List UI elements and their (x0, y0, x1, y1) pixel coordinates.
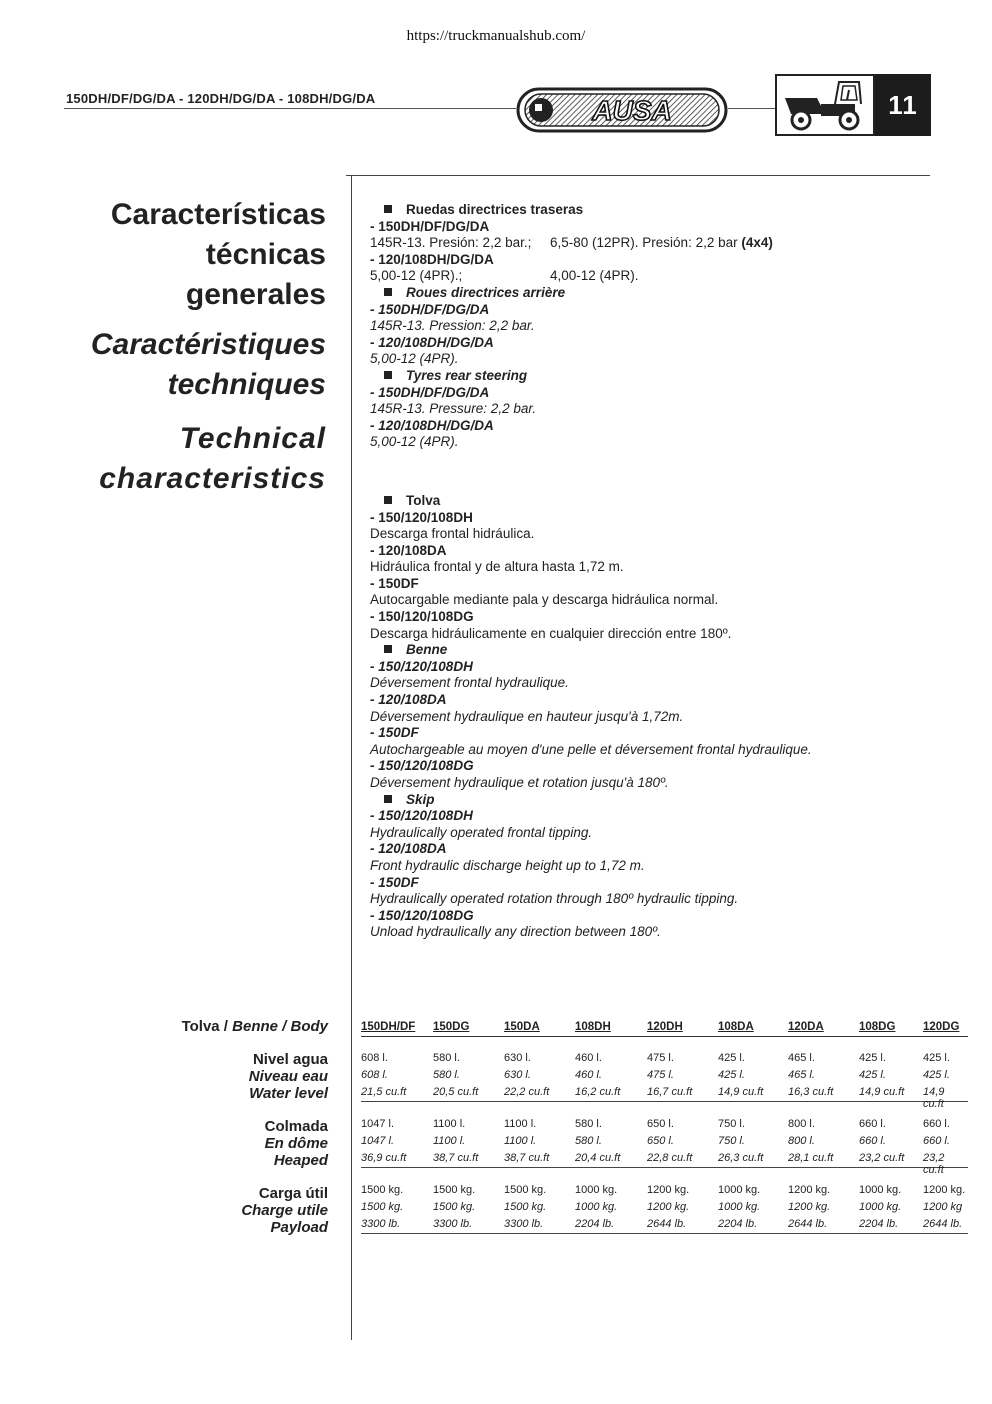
table-cell: 1200 kg. (647, 1184, 690, 1196)
table-row-group (361, 1116, 968, 1176)
table-cell: 1200 kg. (788, 1201, 831, 1213)
title-fr-2: techniques (167, 368, 326, 401)
table-cell: 580 l. (575, 1135, 602, 1147)
table-cell: 14,9 cu.ft (923, 1086, 945, 1110)
table-cell: 660 l. (859, 1135, 886, 1147)
model-label: - 150DH/DF/DG/DA (370, 218, 490, 234)
table-cell: 800 l. (788, 1135, 815, 1147)
table-cell: 580 l. (433, 1069, 460, 1081)
header-rule (728, 108, 776, 109)
table-cell: 465 l. (788, 1052, 815, 1064)
model-label: - 120/108DA (370, 542, 447, 558)
spec-value: Déversement hydraulique et rotation jusqu'à 180º. (370, 775, 669, 790)
model-label: - 150DH/DF/DG/DA (370, 384, 490, 400)
spec-value: Hydraulically operated rotation through 180º hydraulic tipping. (370, 891, 739, 907)
spec-value: Déversement frontal hydraulique. (370, 675, 569, 691)
table-cell: 580 l. (575, 1118, 602, 1130)
dumper-icon (775, 74, 875, 136)
model-label: - 150/120/108DG (370, 907, 474, 923)
brand-logo (515, 86, 729, 134)
title-en-2: characteristics (99, 462, 326, 495)
table-cell: 1500 kg. (504, 1201, 547, 1213)
table-cell: 14,9 cu.ft (859, 1086, 905, 1098)
title-es-1: Características (110, 198, 326, 231)
table-cell: 630 l. (504, 1069, 531, 1081)
table-row-group (361, 1050, 968, 1110)
spec-value: Hydraulically operated frontal tipping. (370, 824, 593, 840)
bullet-square-icon (384, 645, 392, 653)
title-es-3: generales (185, 278, 326, 311)
section-heading: Benne (370, 642, 930, 659)
table-column-header: 120DG (923, 1021, 960, 1033)
section-heading: Roues directrices arrière (370, 285, 930, 302)
table-cell: 460 l. (575, 1069, 602, 1081)
table-cell: 1200 kg. (923, 1184, 966, 1196)
model-label: - 120/108DA (370, 841, 447, 857)
table-cell: 2644 lb. (923, 1218, 963, 1230)
table-cell: 1500 kg. (504, 1184, 547, 1196)
model-label: - 150/120/108DH (370, 509, 473, 525)
table-cell: 425 l. (718, 1069, 745, 1081)
model-label: - 150DF (370, 575, 419, 591)
table-cell: 14,9 cu.ft (718, 1086, 764, 1098)
content-top-rule (346, 175, 930, 176)
table-column-header: 108DA (718, 1021, 754, 1033)
table-cell: 38,7 cu.ft (504, 1152, 550, 1164)
model-label: - 120/108DH/DG/DA (370, 417, 494, 433)
table-cell: 608 l. (361, 1052, 388, 1064)
table-cell: 1100 l. (433, 1118, 466, 1130)
table-cell: 1100 l. (504, 1118, 537, 1130)
table-cell: 1500 kg. (361, 1184, 404, 1196)
spec-value: 5,00-12 (4PR). (370, 351, 459, 367)
model-label: - 120/108DA (370, 692, 447, 708)
table-cell: 3300 lb. (433, 1218, 473, 1230)
section-heading: Ruedas directrices traseras (370, 202, 930, 219)
spec-value: 4,00-12 (4PR). (550, 268, 639, 284)
spec-value: Descarga frontal hidráulica. (370, 526, 535, 542)
table-cell: 425 l. (718, 1052, 745, 1064)
table-cell: 1100 l. (433, 1135, 466, 1147)
table-row-group (361, 1182, 968, 1234)
model-label: - 120/108DH/DG/DA (370, 334, 494, 350)
table-cell: 465 l. (788, 1069, 815, 1081)
section-number: 11 (875, 74, 931, 136)
model-label: - 120/108DH/DG/DA (370, 251, 494, 267)
model-label: - 150/120/108DH (370, 808, 473, 824)
table-cell: 800 l. (788, 1118, 815, 1130)
table-cell: 1200 kg (923, 1201, 963, 1213)
header-models: 150DH/DF/DG/DA - 120DH/DG/DA - 108DH/DG/DA (66, 91, 376, 106)
title-es-2: técnicas (205, 238, 326, 271)
table-cell: 650 l. (647, 1135, 674, 1147)
table-cell: 475 l. (647, 1069, 674, 1081)
table-cell: 630 l. (504, 1052, 531, 1064)
table-cell: 1047 l. (361, 1118, 395, 1130)
table-cell: 750 l. (718, 1135, 745, 1147)
table-cell: 1000 kg. (575, 1201, 618, 1213)
table-cell: 1100 l. (504, 1135, 537, 1147)
table-cell: 650 l. (647, 1118, 674, 1130)
capacity-table (361, 1018, 968, 1234)
table-cell: 660 l. (859, 1118, 886, 1130)
spec-value: 145R-13. Pressure: 2,2 bar. (370, 401, 537, 417)
table-cell: 608 l. (361, 1069, 388, 1081)
table-cell: 26,3 cu.ft (718, 1152, 764, 1164)
table-cell: 1500 kg. (361, 1201, 404, 1213)
bullet-square-icon (384, 496, 392, 504)
table-cell: 1000 kg. (859, 1201, 902, 1213)
table-cell: 28,1 cu.ft (788, 1152, 834, 1164)
table-cell: 2644 lb. (647, 1218, 687, 1230)
table-cell: 1000 kg. (718, 1201, 761, 1213)
spec-content (370, 202, 930, 941)
table-cell: 660 l. (923, 1118, 950, 1130)
table-cell: 22,8 cu.ft (647, 1152, 693, 1164)
table-cell: 36,9 cu.ft (361, 1152, 407, 1164)
brand-logo-text: AUSA (592, 95, 672, 126)
model-label: - 150DF (370, 874, 419, 890)
column-divider (351, 176, 352, 1340)
row-label-heaped: Colmada En dôme Heaped (264, 1118, 328, 1169)
table-column-header: 120DA (788, 1021, 824, 1033)
spec-value: Déversement hydraulique en hauteur jusqu'à 1,72m. (370, 708, 684, 724)
row-label-payload: Carga útil Charge utile Payload (241, 1185, 328, 1236)
table-cell: 580 l. (433, 1052, 460, 1064)
page-title (26, 195, 326, 499)
spec-value: Descarga hidráulicamente en cualquier dirección entre 180º. (370, 625, 732, 641)
section-heading: Tyres rear steering (370, 368, 930, 385)
table-cell: 425 l. (923, 1069, 950, 1081)
table-header-row (361, 1018, 968, 1037)
table-cell: 20,4 cu.ft (575, 1152, 621, 1164)
table-cell: 16,7 cu.ft (647, 1086, 693, 1098)
table-cell: 38,7 cu.ft (433, 1152, 479, 1164)
table-cell: 3300 lb. (361, 1218, 401, 1230)
row-label-water-level: Nivel agua Niveau eau Water level (248, 1051, 328, 1102)
table-cell: 2204 lb. (859, 1218, 899, 1230)
table-column-header: 150DH/DF (361, 1021, 416, 1033)
table-cell: 475 l. (647, 1052, 674, 1064)
table-cell: 21,5 cu.ft (361, 1086, 407, 1098)
spec-row (370, 235, 930, 252)
table-cell: 1000 kg. (859, 1184, 902, 1196)
spec-value: Autochargeable au moyen d'une pelle et déversement frontal hydraulique. (370, 741, 812, 757)
table-column-header: 120DH (647, 1021, 683, 1033)
section-heading: Tolva (370, 493, 930, 510)
spec-row (370, 268, 930, 285)
table-title: Tolva / Benne / Body (181, 1018, 328, 1035)
table-cell: 425 l. (859, 1052, 886, 1064)
model-label: - 150DH/DF/DG/DA (370, 301, 490, 317)
table-cell: 20,5 cu.ft (433, 1086, 479, 1098)
table-column-header: 150DA (504, 1021, 540, 1033)
section-heading: Skip (370, 792, 930, 809)
table-cell: 1200 kg. (647, 1201, 690, 1213)
table-cell: 23,2 cu.ft (923, 1152, 945, 1176)
table-cell: 425 l. (923, 1052, 950, 1064)
bullet-square-icon (384, 795, 392, 803)
spec-value: 5,00-12 (4PR).; (370, 268, 463, 284)
table-cell: 23,2 cu.ft (859, 1152, 905, 1164)
model-label: - 150DF (370, 725, 419, 741)
table-cell: 1200 kg. (788, 1184, 831, 1196)
model-label: - 150/120/108DH (370, 658, 473, 674)
table-column-header: 150DG (433, 1021, 470, 1033)
table-cell: 460 l. (575, 1052, 602, 1064)
table-cell: 425 l. (859, 1069, 886, 1081)
table-cell: 2204 lb. (575, 1218, 615, 1230)
source-url[interactable]: https://truckmanualshub.com/ (406, 28, 586, 44)
table-cell: 750 l. (718, 1118, 745, 1130)
table-cell: 22,2 cu.ft (504, 1086, 550, 1098)
table-cell: 1500 kg. (433, 1201, 476, 1213)
model-label: - 150/120/108DG (370, 609, 474, 625)
spec-value: Front hydraulic discharge height up to 1,72 m. (370, 857, 645, 873)
table-cell: 2644 lb. (788, 1218, 828, 1230)
spec-value: 145R-13. Presión: 2,2 bar.; (370, 235, 532, 251)
table-cell: 1000 kg. (718, 1184, 761, 1196)
bullet-square-icon (384, 288, 392, 296)
table-cell: 1000 kg. (575, 1184, 618, 1196)
table-cell: 2204 lb. (718, 1218, 758, 1230)
table-cell: 3300 lb. (504, 1218, 544, 1230)
model-label: - 150/120/108DG (370, 758, 474, 774)
table-column-header: 108DG (859, 1021, 896, 1033)
title-fr-1: Caractéristiques (90, 328, 326, 361)
header-rule (64, 108, 516, 109)
table-cell: 16,2 cu.ft (575, 1086, 621, 1098)
bullet-square-icon (384, 371, 392, 379)
table-cell: 1047 l. (361, 1135, 395, 1147)
spec-value: 145R-13. Pression: 2,2 bar. (370, 318, 535, 334)
table-cell: 1500 kg. (433, 1184, 476, 1196)
spec-value: Autocargable mediante pala y descarga hidráulica normal. (370, 592, 719, 608)
title-en-1: Technical (179, 422, 326, 455)
bullet-square-icon (384, 205, 392, 213)
spec-value: 6,5-80 (12PR). Presión: 2,2 bar (4x4) (550, 235, 773, 251)
spec-value: 5,00-12 (4PR). (370, 434, 459, 450)
spec-value: Unload hydraulically any direction between 180º. (370, 924, 661, 940)
table-cell: 660 l. (923, 1135, 950, 1147)
table-column-header: 108DH (575, 1021, 611, 1033)
spec-value: Hidráulica frontal y de altura hasta 1,72 m. (370, 559, 624, 575)
table-cell: 16,3 cu.ft (788, 1086, 834, 1098)
